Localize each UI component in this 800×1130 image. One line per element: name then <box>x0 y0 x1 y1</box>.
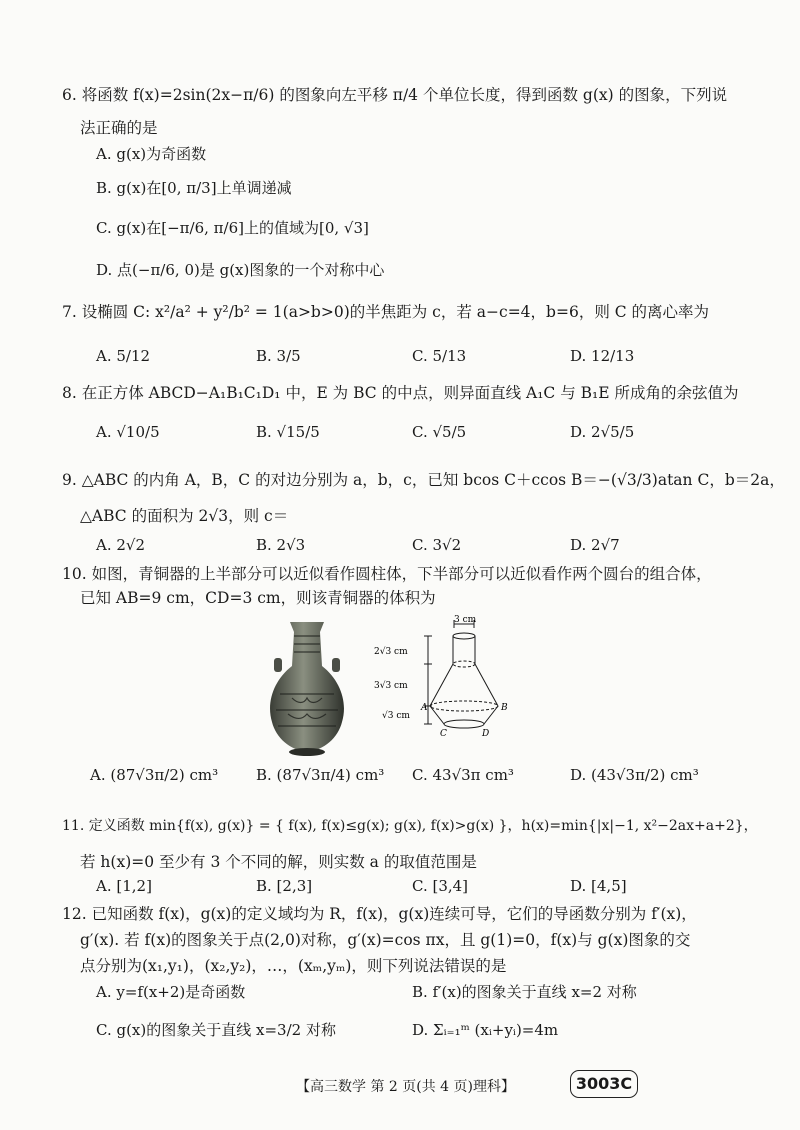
q6-option-c: C. g(x)在[−π/6, π/6]上的值域为[0, √3] <box>96 219 369 237</box>
q11-option-b: B. [2,3] <box>256 877 313 895</box>
dim-h3-label: √3 cm <box>382 711 410 721</box>
q12-stem-line2: g′(x). 若 f(x)的图象关于点(2,0)对称，g′(x)=cos πx，且 g(1)=0，f(x)与 g(x)图象的交 <box>80 931 691 949</box>
q12-stem-line1: 12. 已知函数 f(x)，g(x)的定义域均为 R，f(x)，g(x)连续可导，它们的导函数分别为 f′(x)， <box>62 905 697 923</box>
q9-stem-line2: △ABC 的面积为 2√3，则 c＝ <box>80 507 289 525</box>
q7-option-c: C. 5/13 <box>412 347 467 365</box>
q10-option-c: C. 43√3π cm³ <box>412 766 514 784</box>
q10-stem-line2: 已知 AB=9 cm，CD=3 cm，则该青铜器的体积为 <box>80 589 436 607</box>
point-d-label: D <box>482 729 490 739</box>
vessel-diagram <box>370 614 530 744</box>
bronze-vessel-photo <box>262 618 352 758</box>
q6-option-b: B. g(x)在[0, π/3]上单调递减 <box>96 179 292 197</box>
q10-option-d: D. (43√3π/2) cm³ <box>570 766 699 784</box>
q11-stem-line1: 11. 定义函数 min{f(x), g(x)} = { f(x), f(x)≤g(x); g(x), f(x)>g(x) }，h(x)=min{|x|−1, x²−2ax+a+2}， <box>62 818 758 834</box>
q12-option-b: B. f′(x)的图象关于直线 x=2 对称 <box>412 983 637 1001</box>
q8-option-a: A. √10/5 <box>96 423 160 441</box>
q11-option-d: D. [4,5] <box>570 877 627 895</box>
q12-option-a: A. y=f(x+2)是奇函数 <box>96 983 246 1001</box>
q9-option-b: B. 2√3 <box>256 536 306 554</box>
q12-option-c: C. g(x)的图象关于直线 x=3/2 对称 <box>96 1021 336 1039</box>
dim-h2-label: 3√3 cm <box>374 681 408 691</box>
q10-option-a: A. (87√3π/2) cm³ <box>90 766 219 784</box>
page-footer: 【高三数学 第 2 页(共 4 页)理科】 <box>296 1079 515 1095</box>
q7-option-b: B. 3/5 <box>256 347 301 365</box>
q8-option-c: C. √5/5 <box>412 423 467 441</box>
q11-option-a: A. [1,2] <box>96 877 152 895</box>
q7-option-d: D. 12/13 <box>570 347 635 365</box>
point-c-label: C <box>440 729 447 739</box>
exam-code-badge: 3003C <box>570 1070 638 1098</box>
q6-stem-line2: 法正确的是 <box>80 119 158 137</box>
q9-stem-line1: 9. △ABC 的内角 A，B，C 的对边分别为 a，b，c，已知 bcos C＋ccos B＝−(√3/3)atan C，b＝2a， <box>62 471 785 489</box>
q7-option-a: A. 5/12 <box>96 347 151 365</box>
q9-option-a: A. 2√2 <box>96 536 146 554</box>
q9-option-c: C. 3√2 <box>412 536 462 554</box>
q7-stem: 7. 设椭圆 C: x²/a² + y²/b² = 1(a>b>0)的半焦距为 c，若 a−c=4，b=6，则 C 的离心率为 <box>62 303 710 321</box>
q8-option-b: B. √15/5 <box>256 423 320 441</box>
q9-option-d: D. 2√7 <box>570 536 620 554</box>
q6-stem-line1: 6. 将函数 f(x)=2sin(2x−π/6) 的图象向左平移 π/4 个单位长度，得到函数 g(x) 的图象，下列说 <box>62 86 728 104</box>
point-b-label: B <box>501 703 508 713</box>
q10-stem-line1: 10. 如图，青铜器的上半部分可以近似看作圆柱体，下半部分可以近似看作两个圆台的组合体， <box>62 565 712 583</box>
point-a-label: A <box>421 703 428 713</box>
dim-h1-label: 2√3 cm <box>374 647 408 657</box>
q6-option-d: D. 点(−π/6, 0)是 g(x)图象的一个对称中心 <box>96 261 385 279</box>
q11-option-c: C. [3,4] <box>412 877 469 895</box>
dim-top-label: 3 cm <box>454 615 477 625</box>
q10-option-b: B. (87√3π/4) cm³ <box>256 766 385 784</box>
q8-stem: 8. 在正方体 ABCD−A₁B₁C₁D₁ 中，E 为 BC 的中点，则异面直线 A₁C 与 B₁E 所成角的余弦值为 <box>62 384 739 402</box>
q11-stem-line2: 若 h(x)=0 至少有 3 个不同的解，则实数 a 的取值范围是 <box>80 853 477 871</box>
q8-option-d: D. 2√5/5 <box>570 423 635 441</box>
q6-option-a: A. g(x)为奇函数 <box>96 145 207 163</box>
q12-option-d: D. Σᵢ₌₁ᵐ (xᵢ+yᵢ)=4m <box>412 1021 559 1039</box>
q12-stem-line3: 点分别为(x₁,y₁)，(x₂,y₂)，…，(xₘ,yₘ)，则下列说法错误的是 <box>80 957 507 975</box>
